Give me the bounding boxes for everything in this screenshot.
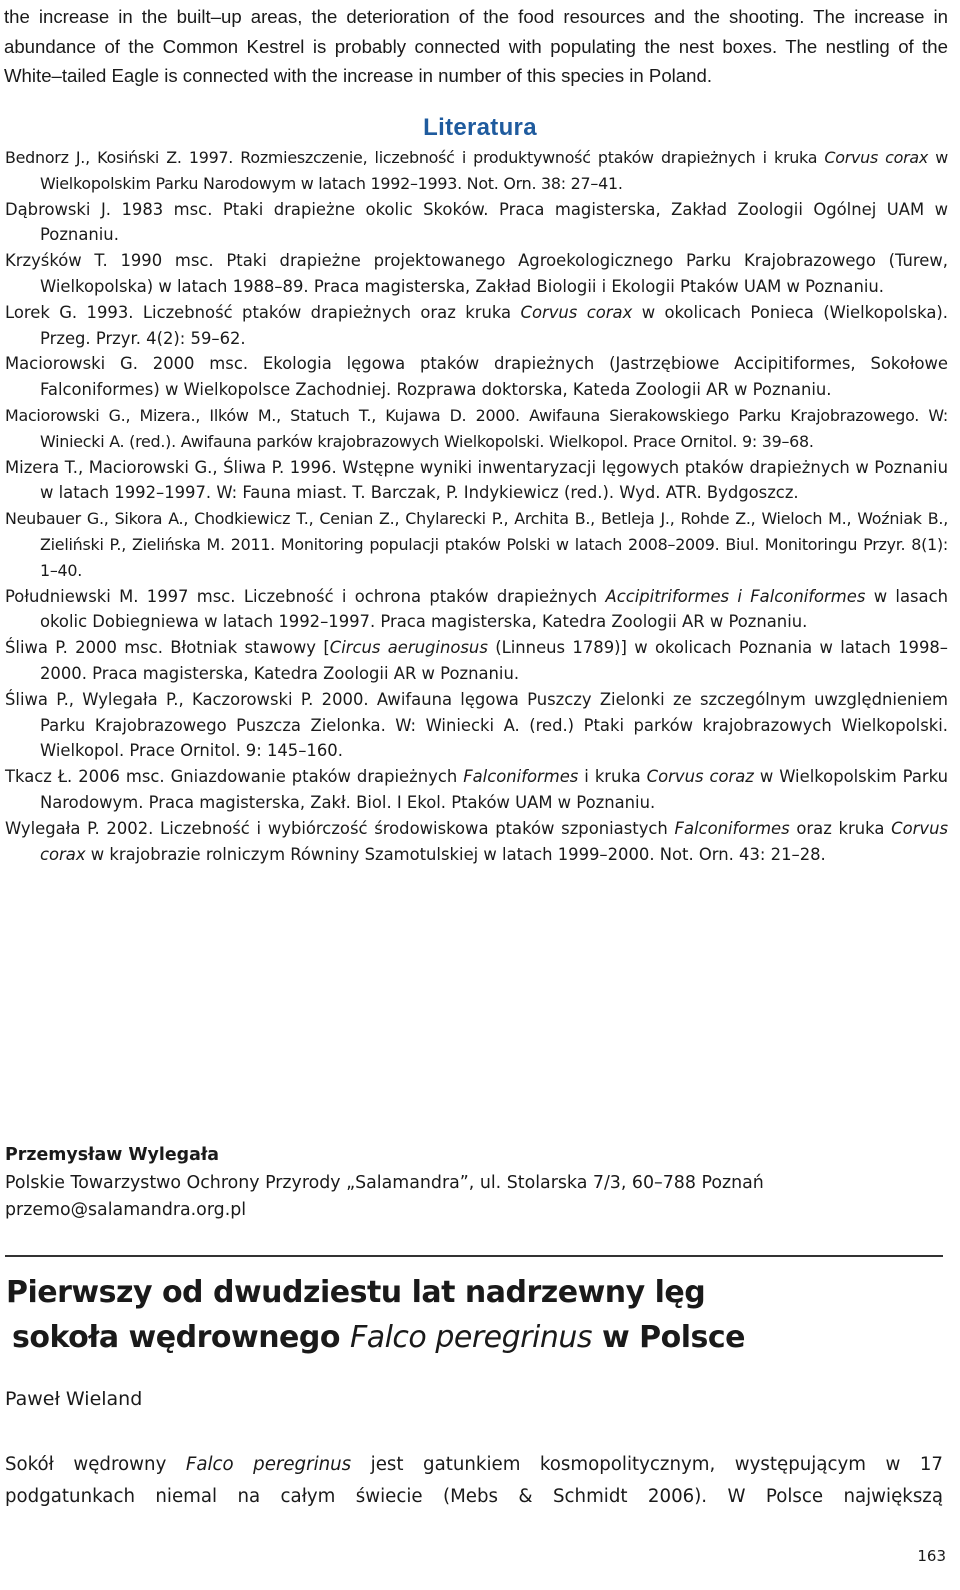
reference-list <box>5 145 948 867</box>
text-run: jest gatunkiem kosmopolitycznym, występującym w 17 podgatunkach niemal na całym świecie (Mebs & Schmidt 2006). W Polsce największą <box>5 1454 943 1507</box>
species-name: Falconiformes <box>674 818 790 838</box>
species-name: Falco peregrinus <box>185 1454 352 1475</box>
text-run: w okolicach Ponieca (Wielkopolska). Przeg. Przyr. 4(2): 59–62. <box>40 302 948 348</box>
reference-entry <box>5 816 948 868</box>
article-title-line-1: Pierwszy od dwudziestu lat nadrzewny lęg <box>6 1275 706 1310</box>
reference-entry <box>5 506 948 583</box>
text-run: w lasach okolic Dobiegniewa w latach 1992–1997. Praca magisterska, Katedra Zoologii AR w Poznaniu. <box>40 586 948 632</box>
text-run: Neubauer G., Sikora A., Chodkiewicz T., Cenian Z., Chylarecki P., Archita B., Betleja J., Rohde Z., Wieloch M., Woźniak B., Zieliński P., Zielińska M. 2011. Monitoring populacji ptaków Polski w latach 2008–2009. Biul. Monitoringu Przyr. 8(1): 1–40. <box>5 509 948 580</box>
text-run: Bednorz J., Kosiński Z. 1997. Rozmieszczenie, liczebność i produktywność ptaków drapieżnych i kruka <box>5 148 825 167</box>
text-run: w Wielkopolskim Parku Narodowym w latach 1992–1993. Not. Orn. 38: 27–41. <box>40 148 948 193</box>
species-name: Corvus coraz <box>646 767 754 787</box>
author-name: Przemysław Wylegała <box>5 1145 220 1165</box>
reference-entry <box>5 300 948 352</box>
reference-entry <box>5 687 948 764</box>
text-run: w Wielkopolskim Parku Narodowym. Praca magisterska, Zakł. Biol. I Ekol. Ptaków UAM w Poznaniu. <box>40 767 948 812</box>
text-run: Maciorowski G. 2000 msc. Ekologia lęgowa ptaków drapieżnych (Jastrzębiowe Accipitiformes, Sokołowe Falconiformes) w Wielkopolsce Zachodniej. Rozprawa doktorska, Kateda Zoologii AR w Poznaniu. <box>5 354 948 400</box>
species-name: Accipitriformes i Falconiformes <box>605 586 866 606</box>
section-divider <box>5 1255 943 1257</box>
text-run: Dąbrowski J. 1983 msc. Ptaki drapieżne okolic Skoków. Praca magisterska, Zakład Zoologii Ogólnej UAM w Poznaniu. <box>5 199 948 245</box>
reference-entry <box>5 403 948 455</box>
reference-entry <box>5 635 948 687</box>
text-run: oraz kruka <box>789 818 892 838</box>
reference-entry <box>5 351 948 403</box>
text-run: Sokół wędrowny <box>5 1454 186 1475</box>
article-opening-paragraph <box>5 1449 943 1513</box>
text-run: Śliwa P. 2000 msc. Błotniak stawowy [ <box>5 638 330 658</box>
text-run: Wylegała P. 2002. Liczebność i wybiórczość środowiskowa ptaków szponiastych <box>5 818 675 838</box>
text-run: Południewski M. 1997 msc. Liczebność i ochrona ptaków drapieżnych <box>5 586 606 606</box>
article-title <box>6 1270 745 1360</box>
title-species-name: Falco peregrinus <box>349 1320 592 1355</box>
author-affiliation <box>5 1142 764 1225</box>
text-run: w krajobrazie rolniczym Równiny Szamotulskiej w latach 1999–2000. Not. Orn. 43: 21–28. <box>85 844 826 864</box>
text-run: Maciorowski G., Mizera., Ilków M., Statuch T., Kujawa D. 2000. Awifauna Sierakowskiego Parku Krajobrazowego. W: Winiecki A. (red.). Awifauna parków krajobrazowych Wielkopolski. Wielkopol. Prace Ornitol. 9: 39–68. <box>5 405 948 451</box>
author-email: przemo@salamandra.org.pl <box>5 1200 247 1220</box>
species-name: Corvus corax <box>824 148 929 167</box>
reference-entry <box>5 197 948 249</box>
text-run: Tkacz Ł. 2006 msc. Gniazdowanie ptaków drapieżnych <box>5 767 464 787</box>
reference-entry <box>5 764 948 816</box>
reference-entry <box>5 584 948 636</box>
reference-entry <box>5 145 948 197</box>
summary-paragraph: the increase in the built–up areas, the deterioration of the food resources and the shooting. The increase in abundance of the Common Kestrel is probably connected with populating the nest boxes. The nestling of the White–tailed Eagle is connected with the increase in number of this species in Poland. <box>4 6 948 86</box>
text-run: Śliwa P., Wylegała P., Kaczorowski P. 2000. Awifauna lęgowa Puszczy Zielonki ze szczególnym uwzględnieniem Parku Krajobrazowego Puszcza Zielonka. W: Winiecki A. (red.) Ptaki parków krajobrazowych Wielkopolski. Wielkopol. Prace Ornitol. 9: 145–160. <box>5 689 948 761</box>
species-name: Circus aeruginosus <box>329 638 488 658</box>
page-number: 163 <box>917 1547 946 1565</box>
author-address: Polskie Towarzystwo Ochrony Przyrody „Salamandra”, ul. Stolarska 7/3, 60–788 Poznań <box>5 1172 764 1193</box>
reference-entry <box>5 248 948 300</box>
literature-heading: Literatura <box>423 114 537 141</box>
article-title-line-2 <box>6 1315 745 1360</box>
article-author: Paweł Wieland <box>5 1388 143 1410</box>
text-run: Mizera T., Maciorowski G., Śliwa P. 1996. Wstępne wyniki inwentaryzacji lęgowych ptaków drapieżnych w Poznaniu w latach 1992–1997. W: Fauna miast. T. Barczak, P. Indykiewicz (red.). Wyd. ATR. Bydgoszcz. <box>5 457 948 503</box>
title-tail: w Polsce <box>601 1320 745 1355</box>
text-run: Lorek G. 1993. Liczebność ptaków drapieżnych oraz kruka <box>5 302 521 322</box>
text-run: i kruka <box>578 767 647 787</box>
title-bold-part: sokoła wędrownego <box>12 1320 340 1355</box>
species-name: Falconiformes <box>463 767 579 787</box>
reference-entry <box>5 455 948 507</box>
species-name: Corvus corax <box>520 302 633 322</box>
species-name: Corvus corax <box>40 818 948 864</box>
text-run: (Linneus 1789)] w okolicach Poznania w latach 1998–2000. Praca magisterska, Katedra Zoologii AR w Poznaniu. <box>40 638 949 683</box>
text-run: Krzyśków T. 1990 msc. Ptaki drapieżne projektowanego Agroekologicznego Parku Krajobrazowego (Turew, Wielkopolska) w latach 1988–89. Praca magisterska, Zakład Biologii i Ekologii Ptaków UAM w Poznaniu. <box>5 251 948 296</box>
